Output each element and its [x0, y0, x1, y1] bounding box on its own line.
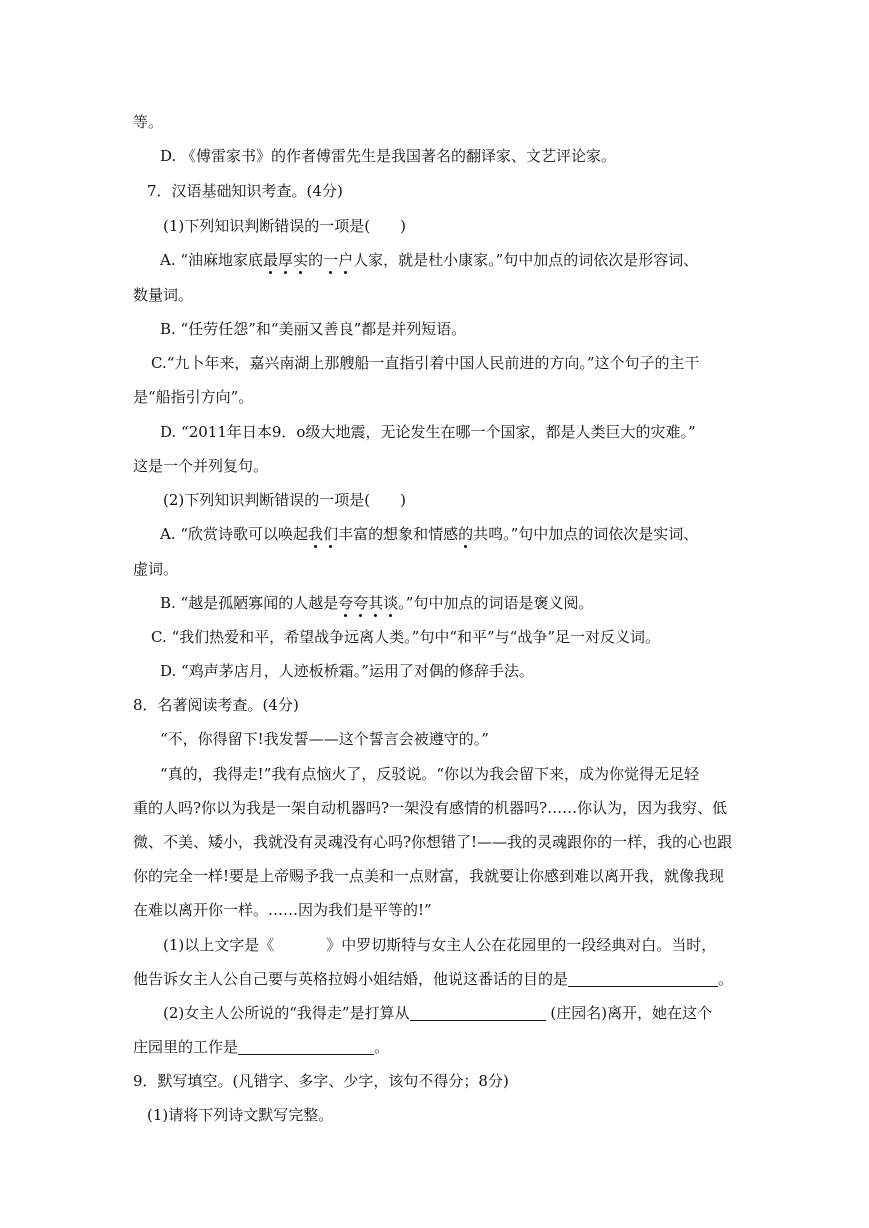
dotted-char: 一: [323, 251, 339, 269]
option-7-1-a: [160, 249, 698, 271]
text-segment: (2)女主人公所说的“我得走”是打算从: [163, 1004, 410, 1022]
text-line: 虚词。: [133, 560, 179, 578]
text-segment: 共鸣。”句中加点的词依次是实词、: [473, 525, 699, 543]
sub-question-9-1: (1)请将下列诗文默写完整。: [147, 1106, 334, 1124]
passage-line: 在难以离开你一样。……因为我们是平等的!”: [133, 901, 432, 919]
text-line: 数量词。: [133, 286, 194, 304]
dotted-char: 夸: [338, 594, 354, 612]
option-7-1-c: C.“九卜年来，嘉兴南湖上那艘船一直指引着中国人民前进的方向。”这个句子的主干: [151, 354, 700, 372]
option-7-2-a: [160, 523, 698, 545]
dotted-char: 其: [368, 594, 384, 612]
text-segment: 。: [374, 1038, 390, 1056]
passage-line: 微、不美、矮小，我就没有灵魂没有心吗?你想错了!——我的灵魂跟你的一样，我的心也跟: [133, 833, 733, 851]
text-segment: B. “越是孤陋寡闻的人越是: [160, 594, 339, 612]
dotted-char: 我: [308, 525, 324, 543]
text-line: 是“船指引方向”。: [133, 388, 254, 406]
dotted-char: 夸: [353, 594, 369, 612]
option-7-2-b: [160, 592, 593, 614]
dotted-char: 最: [263, 251, 279, 269]
answer-blank[interactable]: [238, 1038, 374, 1055]
sub-question-7-2: (2)下列知识判断错误的一项是( ): [163, 491, 406, 509]
passage-line: 重的人吗?你以为我是一架自动机器吗?一架没有感情的机器吗?……你认为，因为我穷、低: [133, 799, 728, 817]
text-line: 等。: [133, 113, 164, 131]
option-7-2-c: C. “我们热爱和平，希望战争远离人类。”句中“和平”与“战争”足一对反义词。: [151, 628, 660, 646]
text-line: [133, 1036, 389, 1058]
passage-line: “不，你得留下!我发誓——这个誓言会被遵守的。”: [160, 730, 489, 748]
text-segment: 丰富的想象和情感: [338, 525, 459, 543]
question-8-heading: 8．名著阅读考查。(4分): [133, 696, 299, 714]
dotted-char: 实: [293, 251, 309, 269]
option-d-fu-lei: D. 《傅雷家书》的作者傅雷先生是我国著名的翻译家、文艺评论家。: [160, 147, 617, 165]
text-segment: 庄园里的工作是: [133, 1038, 239, 1056]
dotted-char: 谈: [383, 594, 399, 612]
dotted-char: 厚: [278, 251, 294, 269]
sub-question-8-1: [163, 934, 716, 956]
option-7-1-d: D. “2011年日本9．o级大地震，无论发生在哪一个国家，都是人类巨大的灾难。”: [160, 423, 696, 441]
answer-blank[interactable]: [568, 970, 718, 987]
dotted-char: 的: [458, 525, 474, 543]
passage-line: 你的完全一样!要是上帝赐予我一点美和一点财富，我就要让你感到难以离开我，就像我现: [133, 867, 725, 885]
text-segment: 的: [308, 251, 324, 269]
text-segment: (庄园名)离开，她在这个: [550, 1004, 713, 1022]
sub-question-7-1: (1)下列知识判断错误的一项是( ): [163, 217, 406, 235]
answer-blank[interactable]: [410, 1004, 546, 1021]
text-segment: 。: [718, 970, 734, 988]
text-segment: A. “欣赏诗歌可以唤起: [160, 525, 309, 543]
text-segment: 。”句中加点的词语是褒义阅。: [398, 594, 594, 612]
text-segment: (1)以上文字是《: [163, 936, 275, 954]
dotted-char: 们: [323, 525, 339, 543]
text-segment: A. “油麻地家底: [160, 251, 264, 269]
text-line: 这是一个并列复句。: [133, 457, 269, 475]
question-9-heading: 9．默写填空。(凡错字、多字、少字，该句不得分；8分): [133, 1072, 509, 1090]
option-7-1-b: B. “任劳任怨”和“美丽又善良”都是并列短语。: [160, 320, 467, 338]
question-7-heading: 7．汉语基础知识考查。(4分): [147, 182, 343, 200]
sub-question-8-2: [163, 1002, 712, 1024]
text-segment: 人家，就是杜小康家。”句中加点的词依次是形容词、: [353, 251, 699, 269]
dotted-char: 户: [338, 251, 354, 269]
passage-line: “真的，我得走!”我有点恼火了，反驳说。“你以为我会留下来，成为你觉得无足轻: [160, 765, 700, 783]
text-line: [133, 968, 733, 990]
text-segment: 》中罗切斯特与女主人公在花园里的一段经典对白。当时，: [326, 936, 717, 954]
option-7-2-d: D. “鸡声茅店月，人迹板桥霜。”运用了对偶的修辞手法。: [160, 662, 534, 680]
text-segment: 他告诉女主人公自己要与英格拉姆小姐结婚，他说这番话的目的是: [133, 970, 569, 988]
